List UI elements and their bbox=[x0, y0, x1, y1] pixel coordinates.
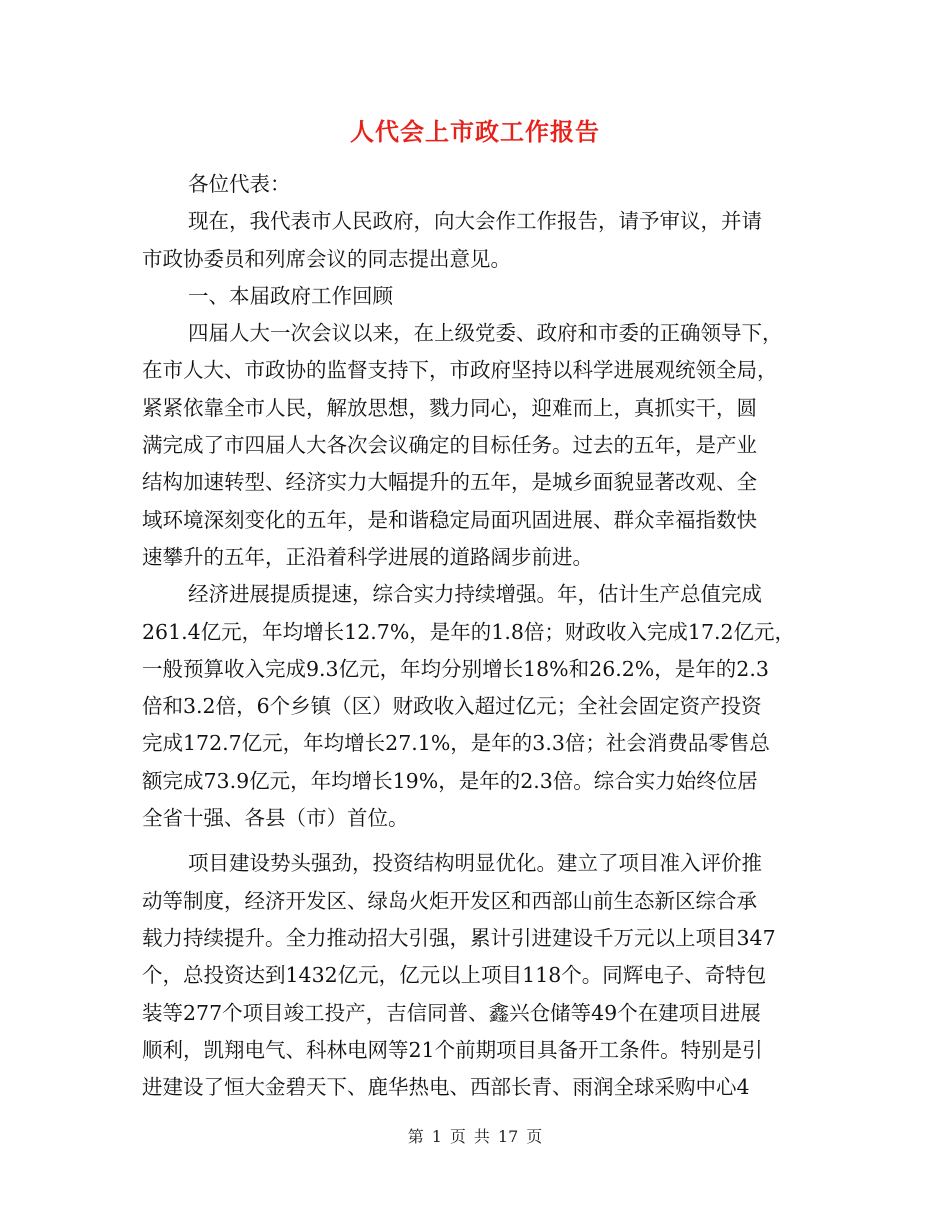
footer-page-word: 页 bbox=[449, 1127, 466, 1146]
paragraph-line: 市政协委员和列席会议的同志提出意见。 bbox=[142, 246, 511, 271]
paragraph-line: 载力持续提升。全力推动招大引强，累计引进建设千万元以上项目347 bbox=[142, 925, 776, 950]
footer-total-pages: 17 bbox=[497, 1127, 519, 1146]
paragraph-line: 倍和3.2倍，6个乡镇（区）财政收入超过亿元；全社会固定资产投资 bbox=[142, 694, 762, 719]
paragraph-line: 紧紧依靠全市人民，解放思想，戮力同心，迎难而上，真抓实干，圆 bbox=[142, 395, 757, 420]
paragraph-line: 在市人大、市政协的监督支持下，市政府坚持以科学进展观统领全局， bbox=[142, 358, 778, 383]
footer-suffix: 页 bbox=[526, 1127, 543, 1146]
paragraph-line: 进建设了恒大金碧天下、鹿华热电、西部长青、雨润全球采购中心4 bbox=[142, 1075, 750, 1100]
paragraph-line: 满完成了市四届人大各次会议确定的目标任务。过去的五年，是产业 bbox=[142, 433, 757, 458]
paragraph-line: 一般预算收入完成9.3亿元，年均分别增长18%和26.2%，是年的2.3 bbox=[142, 656, 769, 681]
paragraph-line: 四届人大一次会议以来，在上级党委、政府和市委的正确领导下， bbox=[188, 321, 783, 346]
document-title: 人代会上市政工作报告 bbox=[350, 117, 600, 146]
salutation-line: 各位代表： bbox=[188, 172, 291, 196]
paragraph-line: 装等277个项目竣工投产，吉信同普、鑫兴仓储等49个在建项目进展 bbox=[142, 1000, 761, 1025]
footer-page-number: 1 bbox=[431, 1127, 442, 1146]
paragraph-line: 现在，我代表市人民政府，向大会作工作报告，请予审议，并请 bbox=[188, 209, 762, 234]
paragraph-line: 经济进展提质提速，综合实力持续增强。年，估计生产总值完成 bbox=[188, 582, 762, 607]
document-body bbox=[142, 166, 810, 1106]
paragraph-spacer bbox=[142, 837, 810, 845]
paragraph-line: 动等制度，经济开发区、绿岛火炬开发区和西部山前生态新区综合承 bbox=[142, 888, 757, 913]
paragraph-line: 全省十强、各县（市）首位。 bbox=[142, 806, 409, 831]
paragraph-line: 额完成73.9亿元，年均增长19%，是年的2.3倍。综合实力始终位居 bbox=[142, 768, 758, 793]
paragraph-line: 完成172.7亿元，年均增长27.1%，是年的3.3倍；社会消费品零售总 bbox=[142, 731, 770, 756]
paragraph-line: 项目建设势头强劲，投资结构明显优化。建立了项目准入评价推 bbox=[188, 851, 762, 876]
paragraph-line: 域环境深刻变化的五年，是和谐稳定局面巩固进展、群众幸福指数快 bbox=[142, 507, 757, 532]
paragraph-line: 261.4亿元，年均增长12.7%，是年的1.8倍；财政收入完成17.2亿元， bbox=[142, 619, 796, 644]
footer-total-prefix: 共 bbox=[473, 1127, 490, 1146]
paragraph-line: 速攀升的五年，正沿着科学进展的道路阔步前进。 bbox=[142, 544, 593, 569]
paragraph-line: 顺利，凯翔电气、科林电网等21个前期项目具备开工条件。特别是引 bbox=[142, 1037, 763, 1062]
page-footer bbox=[0, 1124, 950, 1147]
paragraph-line: 个，总投资达到1432亿元，亿元以上项目118个。同辉电子、奇特包 bbox=[142, 963, 767, 988]
footer-prefix: 第 bbox=[407, 1127, 424, 1146]
section-heading: 一、本届政府工作回顾 bbox=[188, 283, 393, 308]
paragraph-line: 结构加速转型、经济实力大幅提升的五年，是城乡面貌显著改观、全 bbox=[142, 470, 757, 495]
